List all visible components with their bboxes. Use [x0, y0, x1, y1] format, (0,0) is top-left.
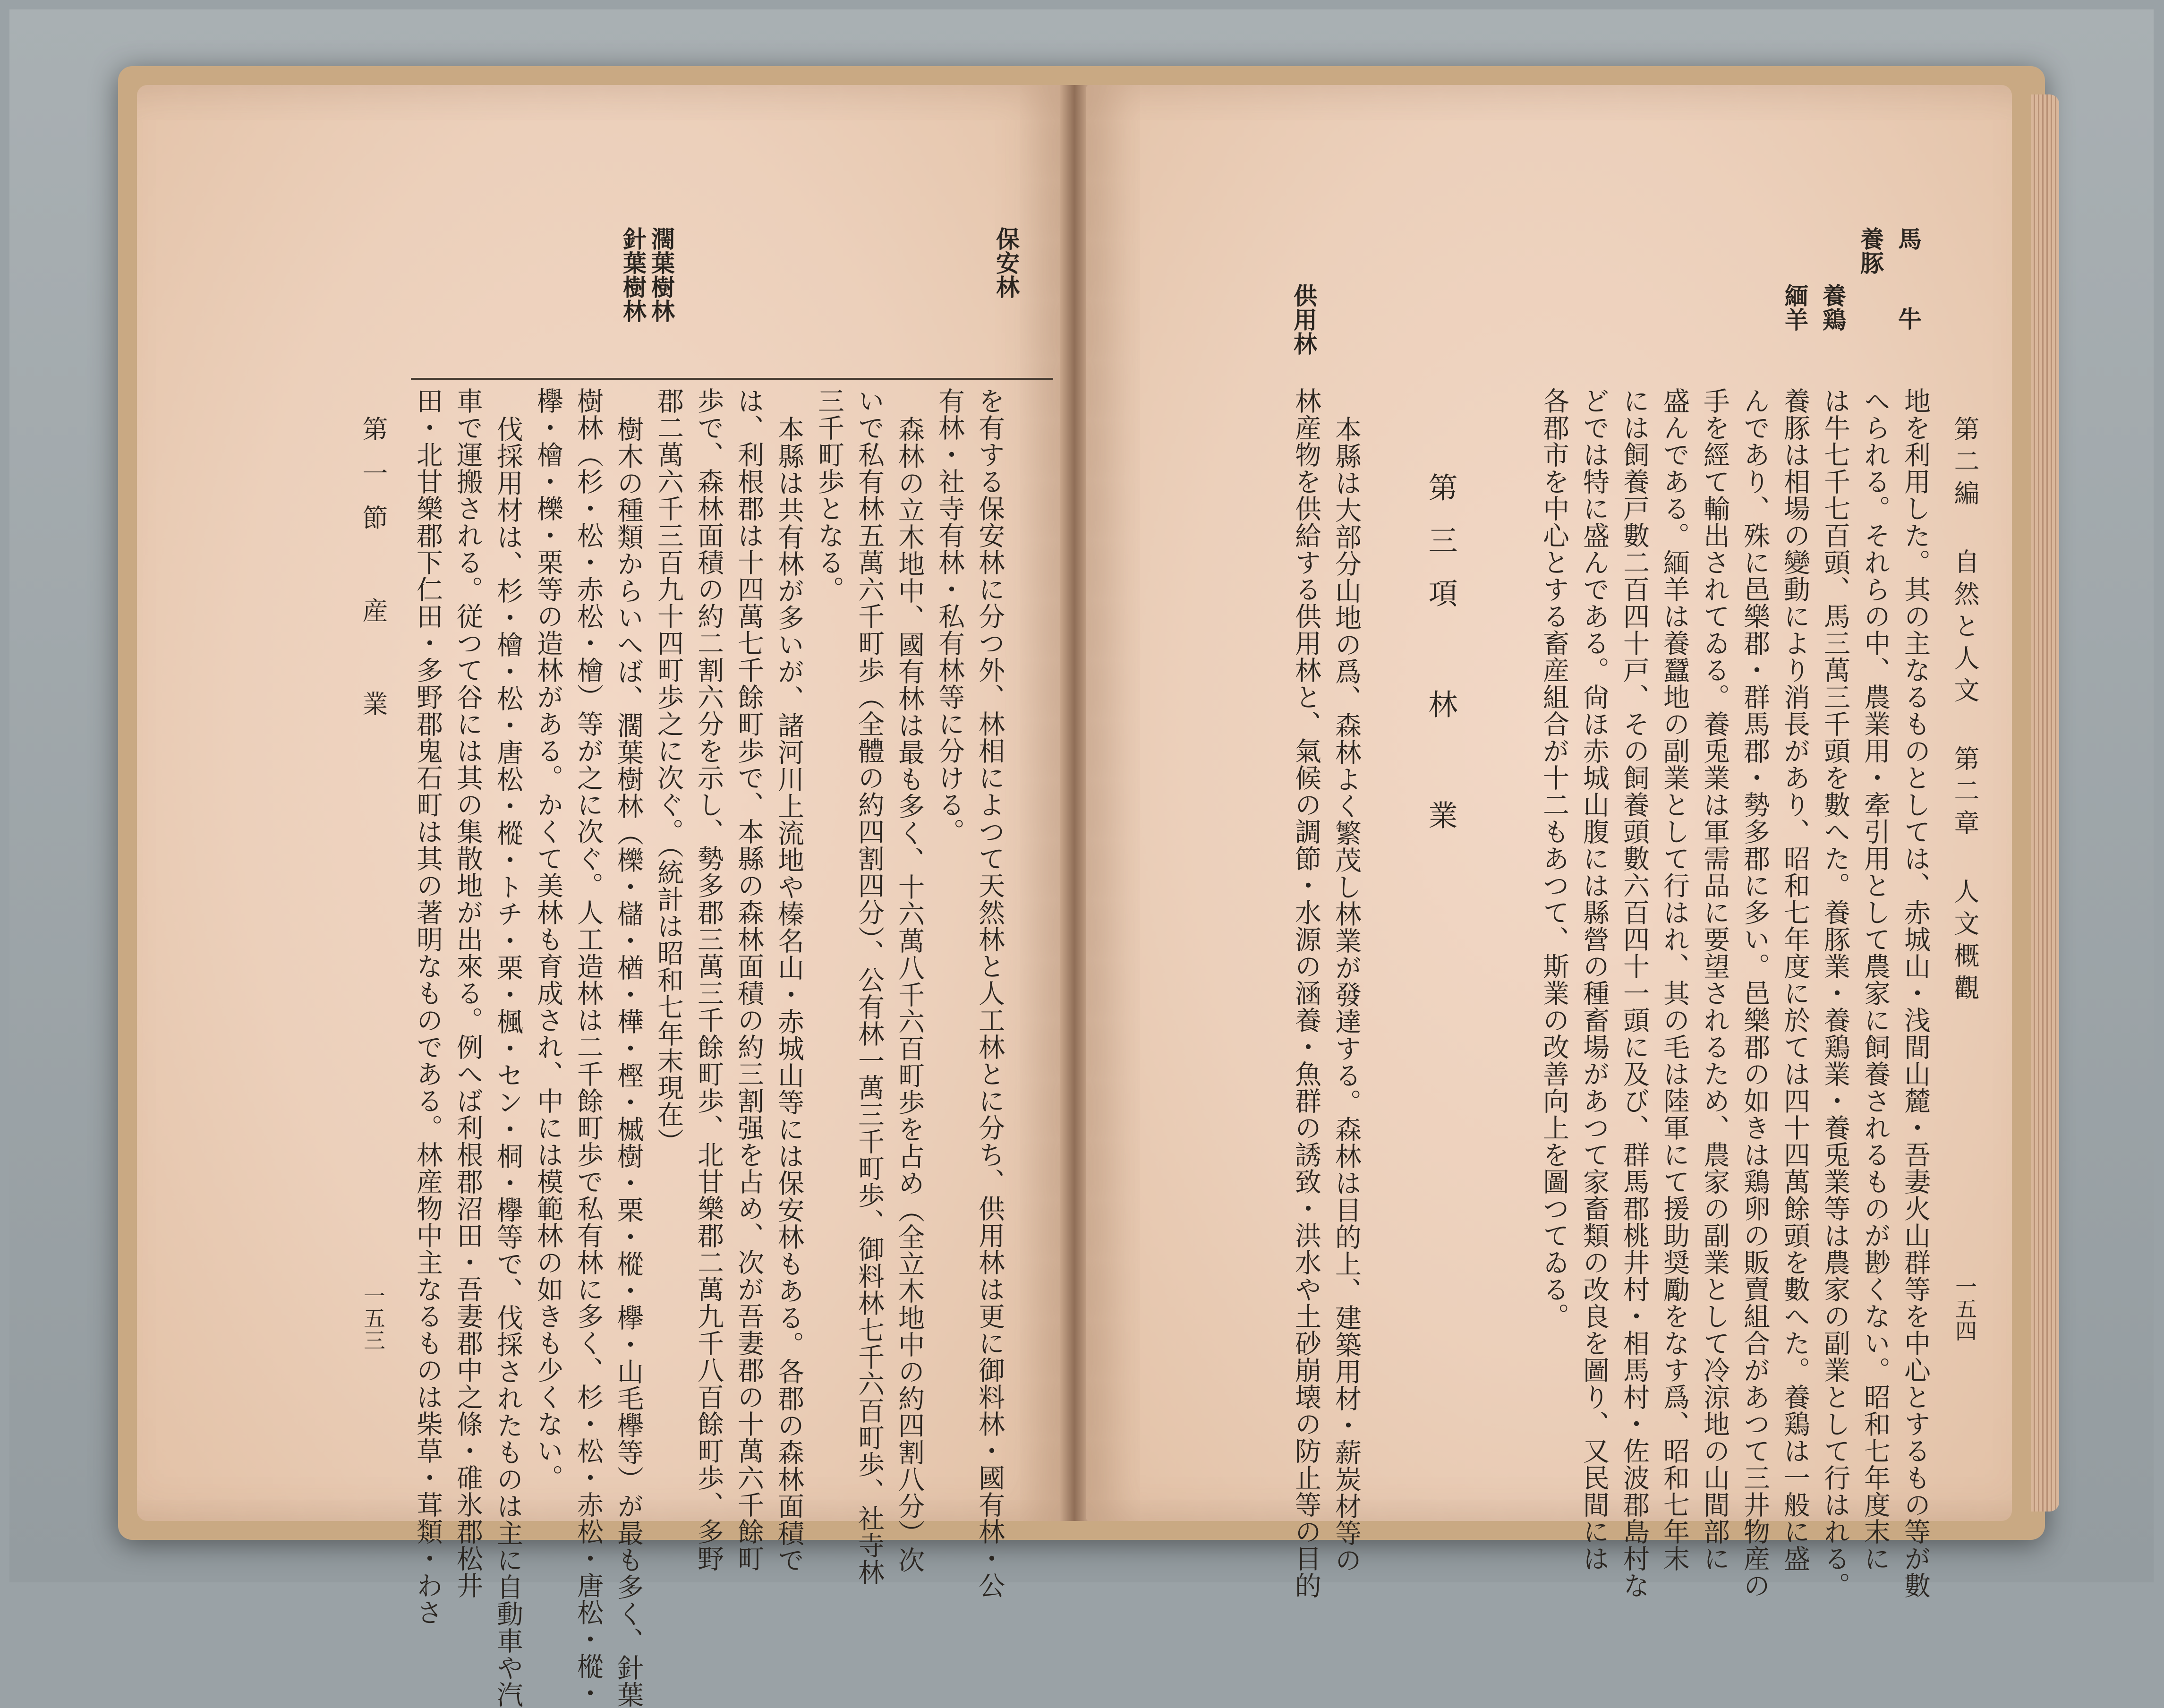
right-body-col-12: 林産物を供給する供用林と、氣候の調節・水源の涵養・魚群の誘致・洪水や土砂崩壊の防止等の目的: [1291, 387, 1321, 1599]
left-body-col-13: 伐採用材は、杉・檜・松・唐松・樅・トチ・栗・楓・セン・桐・欅等で、伐採されたものは主に自動車や汽: [493, 416, 523, 1708]
right-page-number: 一五四: [1952, 1275, 1977, 1342]
section-title: 第三項 林 業: [1423, 472, 1458, 853]
left-body-col-4: いで私有林五萬六千町歩（全體の約四割四分）、公有林一萬三千町歩、御料林七千六百町歩、社寺林: [854, 387, 885, 1586]
left-body-col-11: 樹林（杉・松・赤松・檜）等が之に次ぐ。人工造林は二千餘町歩で私有林に多く、杉・松・赤松・唐松・樅・: [573, 387, 604, 1707]
right-running-header: 第二編 自然と人文 第二章 人文概觀: [1950, 416, 1980, 1007]
right-body-col-2: へられる。それらの中、農業用・牽引用として農家に飼養されるものが尠くない。昭和七年度末に: [1860, 387, 1891, 1572]
left-body-col-3: 森林の立木地中、國有林は最も多く、十六萬八千六百町歩を占め（全立木地中の約四割八分）次: [894, 416, 925, 1573]
left-body-col-10: 樹木の種類からいへば、濶葉樹林（櫟・櫧・楢・樺・樫・槭樹・栗・樅・欅・山毛欅等）が最も多く、針葉: [613, 416, 644, 1708]
sidenote-menyo: 緬羊: [1781, 283, 1809, 332]
sidenote-kyoyorin: 供用林: [1290, 283, 1318, 356]
book-gutter: [1060, 85, 1089, 1521]
right-body-col-4: 養豚は相場の變動により消長があり、昭和七年度に於ては四十四萬餘頭を數へた。養鶏は一般に盛: [1780, 387, 1810, 1572]
right-body-col-8: には飼養戸數二百四十戸、その飼養頭數六百四十一頭に及び、群馬郡桃井村・相馬村・佐波郡島村な: [1619, 387, 1650, 1599]
left-body-col-1: を有する保安林に分つ外、林相によつて天然林と人工林とに分ち、供用林は更に御料林・國有林・公: [974, 387, 1005, 1599]
right-body-col-7: 盛んである。緬羊は養蠶地の副業として行はれ、其の毛は陸軍にて援助奨勵をなす爲、昭和七年末: [1659, 387, 1690, 1572]
left-body-col-6: 本縣は共有林が多いが、諸河川上流地や榛名山・赤城山等には保安林もある。各郡の森林面積で: [774, 416, 804, 1573]
right-page: [1086, 85, 2012, 1599]
right-body-col-10: 各郡市を中心とする畜産組合が十二もあつて、斯業の改善向上を圖つてゐる。: [1539, 387, 1569, 1330]
left-body-col-7: は、利根郡は十四萬七千餘町歩で、本縣の森林面積の約三割强を占め、次が吾妻郡の十萬六千餘町: [733, 387, 764, 1572]
sidenote-yoton: 養豚: [1857, 227, 1884, 275]
left-header-rule: [411, 378, 1053, 380]
right-body-col-11: 本縣は大部分山地の爲、森林よく繁茂し林業が發達する。森林は目的上、建築用材・薪炭材等の: [1331, 416, 1362, 1573]
right-body-col-6: 手を經て輸出されてゐる。養兎業は軍需品に要望されるため、農家の副業として冷涼地の山間部に: [1699, 387, 1730, 1572]
sidenote-yokei: 養鶏: [1819, 283, 1847, 332]
sidenote-shinyoju: 針葉樹林: [619, 227, 647, 323]
open-book: [118, 66, 2045, 1708]
left-body-col-15: 田・北甘樂郡下仁田・多野郡鬼石町は其の著明なものである。林産物中主なるものは柴草・茸類・わさ: [412, 387, 443, 1626]
right-body-col-3: は牛七千七百頭、馬三萬三千頭を數へた。養豚業・養鶏業・養兎業等は農家の副業として行はれる。: [1820, 387, 1850, 1599]
right-body-col-1: 地を利用した。其の主なるものとしては、赤城山・浅間山麓・吾妻火山群等を中心とするもの等が數: [1900, 387, 1931, 1599]
sidenote-hoanrin: 保安林: [992, 227, 1020, 299]
left-body-col-8: 歩で、森林面積の約二割六分を示し、勢多郡三萬三千餘町歩、北甘樂郡二萬九千八百餘町歩、多野: [693, 387, 724, 1572]
sidenote-bagyu: 馬 牛: [1894, 227, 1922, 344]
left-body-col-5: 三千町歩となる。: [814, 387, 844, 603]
left-body-col-14: 車で運搬される。従つて谷には其の集散地が出來る。例へば利根郡沼田・吾妻郡中之條・碓氷郡松井: [452, 387, 483, 1599]
left-body-col-12: 欅・檜・櫟・栗等の造林がある。かくて美林も育成され、中には模範林の如きも少くない。: [533, 387, 563, 1491]
left-page: [137, 85, 1063, 1708]
left-running-header: 第一節 産 業: [358, 416, 388, 735]
right-body-col-9: どでは特に盛んである。尙ほ赤城山腹には縣營の種畜場があつて家畜類の改良を圖り、又民間には: [1579, 387, 1610, 1572]
right-body-col-5: んであり、殊に邑樂郡・群馬郡・勢多郡に多い。邑樂郡の如きは鶏卵の販賣組合があつて三井物産の: [1739, 387, 1770, 1599]
left-page-number: 一五三: [360, 1285, 386, 1351]
left-body-col-2: 有林・社寺有林・私有林等に分ける。: [934, 387, 965, 845]
left-body-col-9: 郡二萬六千三百九十四町歩之に次ぐ。（統計は昭和七年末現在）: [653, 387, 684, 1155]
page-edges: [2031, 94, 2059, 1512]
sidenote-katsuyoju: 濶葉樹林: [647, 227, 675, 323]
